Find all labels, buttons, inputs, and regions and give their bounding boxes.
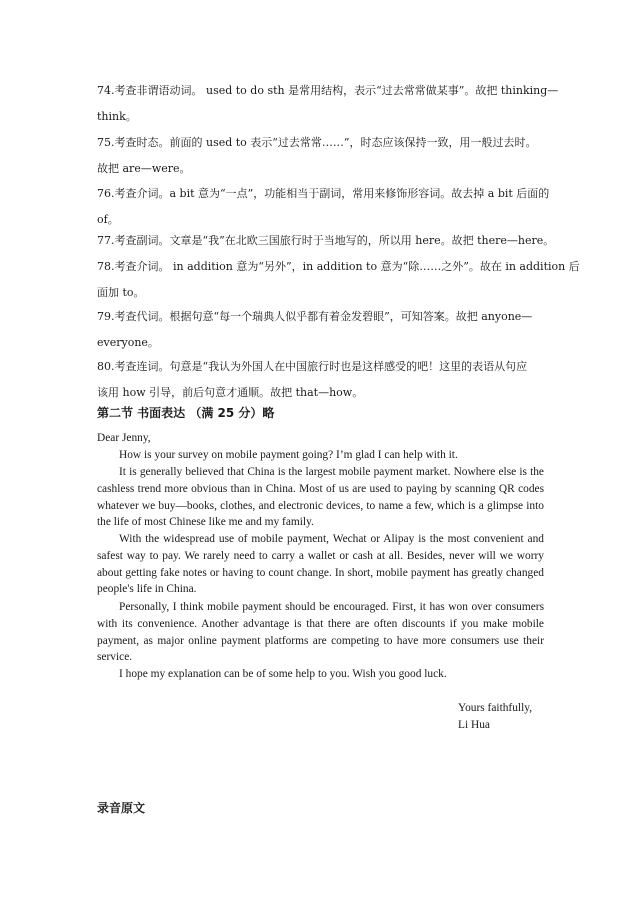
note-line: 78.考查介词。 in addition 意为“另外”，in addition to 意为“除……之外”。故在 in addition 后 [97, 260, 580, 273]
note-line: 80.考查连词。句意是“我认为外国人在中国旅行时也是这样感受的吧！这里的表语从句应 [97, 360, 528, 373]
answer-note-78 [97, 254, 580, 306]
answer-note-76 [97, 181, 550, 233]
note-line: 77.考查副词。文章是“我”在北欧三国旅行时于当地写的，所以用 here。故把 there—here。 [97, 234, 555, 247]
note-line: think。 [97, 110, 137, 123]
recording-transcript-heading: 录音原文 [97, 801, 146, 815]
note-line: 该用 how 引导，前后句意才通顺。故把 that—how。 [97, 386, 364, 399]
letter-greeting: Dear Jenny, [97, 432, 151, 444]
letter-paragraph-5: I hope my explanation can be of some help to you. Wish you good luck. [119, 668, 447, 680]
letter-paragraph-4: Personally, I think mobile payment should be encouraged. First, it has won over consumers with its convenience. Another advantage is that there are often discounts if you make mobile payment, as major online payment platforms are competing to have more consumers use their service. [97, 601, 544, 664]
letter-paragraph-3: With the widespread use of mobile payment, Wechat or Alipay is the most convenient and safest way to pay. We rarely need to carry a wallet or cash at all. Besides, never will we worry about getting fake notes or having to count change. In short, mobile payment has greatly changed people's life in China. [97, 533, 544, 596]
note-line: of。 [97, 213, 119, 226]
note-line: 75.考查时态。前面的 used to 表示“过去常常……”，时态应该保持一致，用一般过去时。 [97, 136, 537, 149]
letter-paragraph-1: How is your survey on mobile payment going? I’m glad I can help with it. [119, 449, 458, 461]
letter-paragraph-2: It is generally believed that China is the largest mobile payment market. Nowhere else is the cashless trend more obvious than in China. Most of us are used to paying by scanning QR codes whatever we buy—books, clothes, and electronic devices, to name a few, which is a glimpse into the life of most Chinese like me and my family. [97, 466, 544, 529]
answer-note-79 [97, 304, 547, 356]
note-line: 76.考查介词。a bit 意为“一点”，功能相当于副词，常用来修饰形容词。故去掉 a bit 后面的 [97, 187, 550, 200]
note-line: everyone。 [97, 336, 159, 349]
note-line: 74.考查非谓语动词。 used to do sth 是常用结构，表示“过去常常做某事”。故把 thinking— [97, 84, 559, 97]
letter-signature: Li Hua [458, 719, 490, 731]
answer-note-77 [97, 228, 555, 254]
letter-closing: Yours faithfully, [458, 702, 533, 714]
section-title: 第二节 书面表达 （满 25 分）略 [97, 406, 275, 420]
note-line: 79.考查代词。根据句意“每一个瑞典人似乎都有着金发碧眼”，可知答案。故把 anyone— [97, 310, 533, 323]
note-line: 面加 to。 [97, 286, 145, 299]
answer-note-74 [97, 78, 559, 130]
answer-note-80 [97, 354, 547, 406]
answer-note-75 [97, 130, 547, 182]
note-line: 故把 are—were。 [97, 162, 191, 175]
